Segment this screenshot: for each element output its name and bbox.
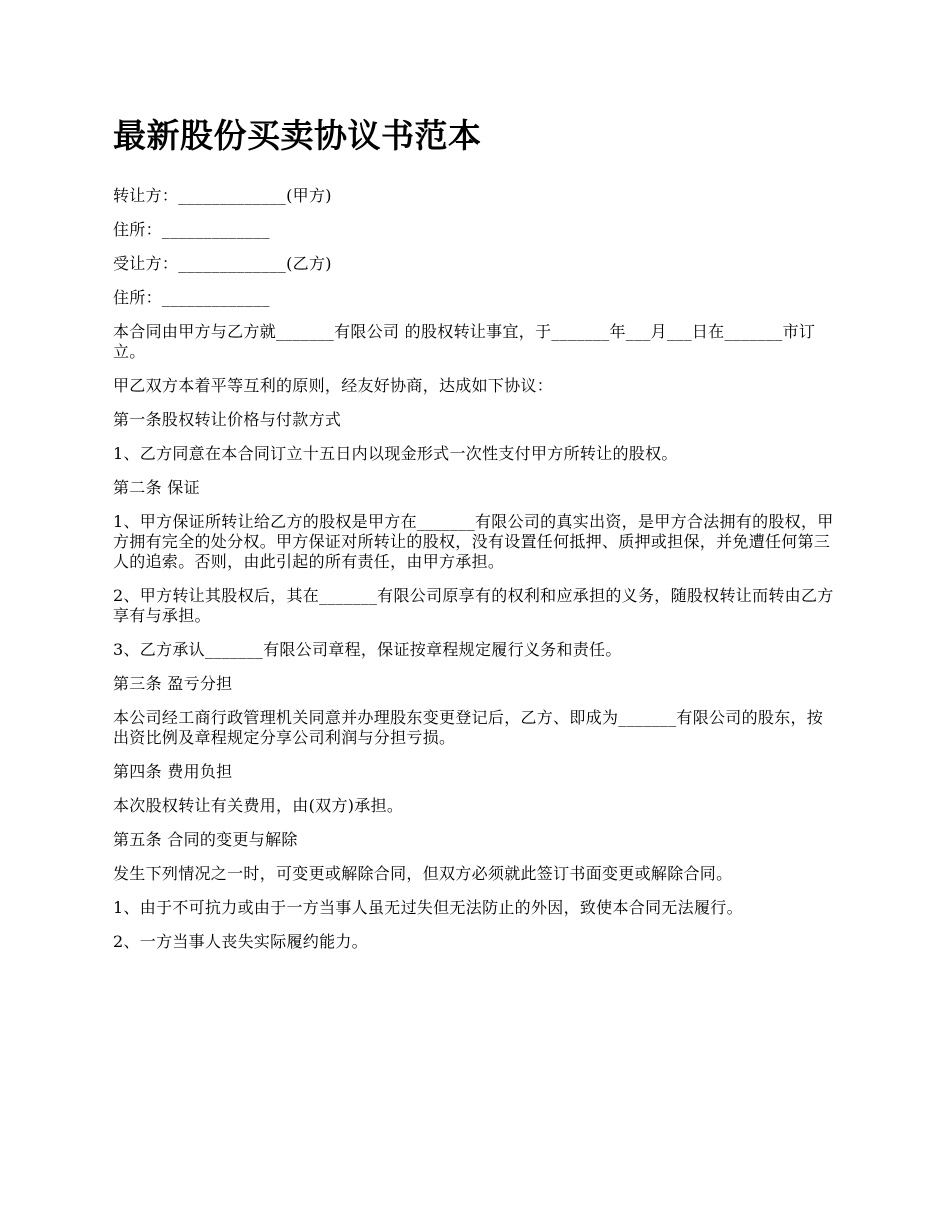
article-2-clause-1: 1、甲方保证所转让给乙方的股权是甲方在_______有限公司的真实出资，是甲方合法拥有的股权，甲方拥有完全的处分权。甲方保证对所转让的股权，没有设置任何抵押、质押或担保，并免遭任何第三人的追索。否则，由此引起的所有责任，由甲方承担。 (113, 512, 834, 571)
article-1-clause-1: 1、乙方同意在本合同订立十五日内以现金形式一次性支付甲方所转让的股权。 (113, 444, 678, 463)
article-2-clause-3: 3、乙方承认_______有限公司章程，保证按章程规定履行义务和责任。 (113, 640, 622, 659)
article-2-heading: 第二条 保证 (113, 478, 200, 497)
article-5-clause-2: 2、一方当事人丧失实际履约能力。 (113, 932, 368, 951)
article-3-body: 本公司经工商行政管理机关同意并办理股东变更登记后，乙方、即成为_______有限公司的股东，按出资比例及章程规定分享公司利润与分担亏损。 (113, 708, 824, 747)
article-5-intro: 发生下列情况之一时，可变更或解除合同，但双方必须就此签订书面变更或解除合同。 (113, 864, 733, 883)
article-2-clause-2: 2、甲方转让其股权后，其在_______有限公司原享有的权利和应承担的义务，随股权转让而转由乙方享有与承担。 (113, 586, 834, 625)
article-5-heading: 第五条 合同的变更与解除 (113, 830, 298, 849)
transferee-address-line: 住所：_____________ (113, 288, 270, 307)
transferor-address-line: 住所：_____________ (113, 220, 270, 239)
transferor-line: 转让方：_____________(甲方) (113, 186, 332, 205)
document-title: 最新股份买卖协议书范本 (113, 116, 482, 155)
article-4-body: 本次股权转让有关费用，由(双方)承担。 (113, 796, 404, 815)
article-4-heading: 第四条 费用负担 (113, 762, 233, 781)
article-5-clause-1: 1、由于不可抗力或由于一方当事人虽无过失但无法防止的外因，致使本合同无法履行。 (113, 898, 743, 917)
contract-intro-paragraph: 本合同由甲方与乙方就_______有限公司 的股权转让事宜，于_______年___月___日在_______市订立。 (113, 322, 816, 361)
article-1-heading: 第一条股权转让价格与付款方式 (113, 410, 342, 429)
article-3-heading: 第三条 盈亏分担 (113, 674, 233, 693)
document-page (113, 112, 839, 966)
agreement-principle-paragraph: 甲乙双方本着平等互利的原则，经友好协商，达成如下协议： (113, 376, 554, 395)
transferee-line: 受让方：_____________(乙方) (113, 254, 332, 273)
